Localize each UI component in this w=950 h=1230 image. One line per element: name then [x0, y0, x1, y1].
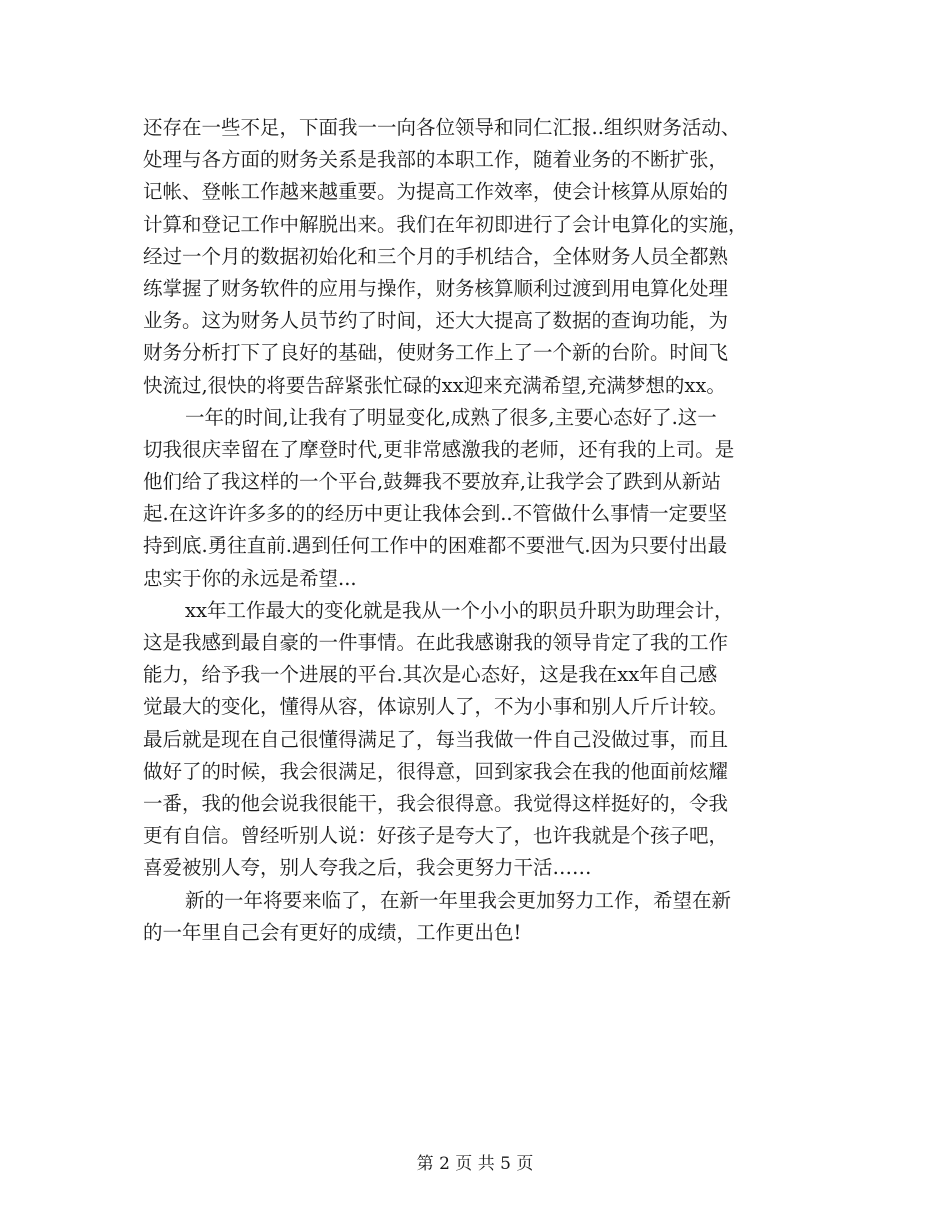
- text-line: 切我很庆幸留在了摩登时代,更非常感激我的老师，还有我的上司。是: [143, 437, 735, 461]
- text-line: 财务分析打下了良好的基础，使财务工作上了一个新的台阶。时间飞: [143, 341, 729, 365]
- text-line: 还存在一些不足，下面我一一向各位领导和同仁汇报..组织财务活动、: [143, 116, 741, 139]
- text-line: 他们给了我这样的一个平台,鼓舞我不要放弃,让我学会了跌到从新站: [143, 470, 721, 494]
- page-number-footer: 第 2 页 共 5 页: [416, 1154, 534, 1174]
- text-line: 练掌握了财务软件的应用与操作，财务核算顺利过渡到用电算化处理: [143, 276, 729, 300]
- text-line: 持到底.勇往直前.遇到任何工作中的困难都不要泄气.因为只要付出最: [143, 534, 728, 558]
- text-line: 业务。这为财务人员节约了时间，还大大提高了数据的查询功能，为: [143, 309, 729, 333]
- text-line: 快流过,很快的将要告辞紧张忙碌的xx迎来充满希望,充满梦想的xx。: [143, 373, 726, 397]
- text-line: xx年工作最大的变化就是我从一个小小的职员升职为助理会计，: [185, 598, 734, 622]
- text-line: 一年的时间,让我有了明显变化,成熟了很多,主要心态好了.这一: [185, 405, 717, 429]
- text-line: 处理与各方面的财务关系是我部的本职工作，随着业务的不断扩张，: [143, 148, 729, 172]
- text-line: 新的一年将要来临了，在新一年里我会更加努力工作，希望在新: [185, 888, 732, 912]
- text-line: 的一年里自己会有更好的成绩，工作更出色!: [143, 920, 522, 944]
- document-body: [143, 112, 808, 949]
- text-line: 更有自信。曾经听别人说：好孩子是夸大了，也许我就是个孩子吧，: [143, 824, 729, 848]
- text-line: 起.在这许许多多的的经历中更让我体会到..不管做什么事情一定要坚: [143, 502, 728, 526]
- paragraph: [143, 885, 808, 949]
- paragraph: [143, 112, 808, 402]
- text-line: 这是我感到最自豪的一件事情。在此我感谢我的领导肯定了我的工作: [143, 631, 729, 654]
- text-line: 一番，我的他会说我很能干，我会很得意。我觉得这样挺好的，令我: [143, 791, 729, 815]
- paragraph: [143, 402, 808, 595]
- text-line: 经过一个月的数据初始化和三个月的手机结合，全体财务人员全都熟: [143, 244, 729, 268]
- text-line: 觉最大的变化，懂得从容，体谅别人了，不为小事和别人斤斤计较。: [143, 695, 729, 719]
- paragraph: [143, 595, 808, 885]
- text-line: 忠实于你的永远是希望...: [143, 566, 357, 590]
- text-line: 做好了的时候，我会很满足，很得意，回到家我会在我的他面前炫耀: [143, 759, 729, 783]
- text-line: 喜爱被别人夸，别人夸我之后，我会更努力干活……: [143, 856, 592, 880]
- text-line: 记帐、登帐工作越来越重要。为提高工作效率，使会计核算从原始的: [143, 180, 729, 204]
- text-line: 能力，给予我一个进展的平台.其次是心态好，这是我在xx年自己感: [143, 663, 718, 687]
- text-line: 计算和登记工作中解脱出来。我们在年初即进行了会计电算化的实施，: [143, 212, 748, 236]
- text-line: 最后就是现在自己很懂得满足了，每当我做一件自己没做过事，而且: [143, 727, 729, 751]
